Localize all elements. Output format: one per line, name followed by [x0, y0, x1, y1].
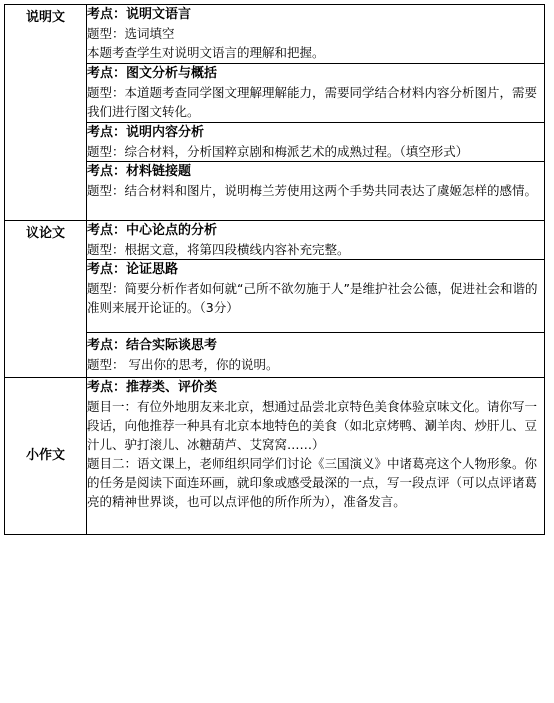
point-cell	[87, 162, 545, 221]
point-title: 考点：结合实际谈思考	[87, 338, 218, 353]
table-row	[5, 5, 545, 64]
point-cell	[87, 221, 545, 260]
point-title: 考点：材料链接题	[87, 164, 192, 179]
category-label: 说明文	[25, 10, 65, 25]
exam-points-table	[4, 4, 545, 535]
point-title: 考点：中心论点的分析	[87, 223, 218, 238]
category-label: 议论文	[25, 226, 65, 241]
point-line: 题目二：语文课上，老师组织同学们讨论《三国演义》中诸葛亮这个人物形象。你的任务是阅读下面连环画，就印象或感受最深的一点，写一段点评（可以点评诸葛亮的精神世界谈，也可以点评他的所作所为），准备发言。	[87, 456, 538, 509]
point-cell	[87, 378, 545, 535]
table-row	[5, 378, 545, 535]
category-cell	[5, 221, 87, 378]
point-title: 考点：图文分析与概括	[87, 66, 218, 81]
point-cell	[87, 333, 545, 378]
point-title: 考点：推荐类、评价类	[87, 380, 218, 395]
point-title: 考点：论证思路	[87, 262, 179, 277]
point-line: 题型：根据文意，将第四段横线内容补充完整。	[87, 242, 350, 257]
point-cell	[87, 64, 545, 123]
point-line: 题型： 写出你的思考，你的说明。	[87, 357, 279, 372]
point-cell	[87, 123, 545, 162]
point-line: 题型：简要分析作者如何就“己所不欲勿施于人”是维护社会公德，促进社会和谐的准则来展开论证的。（3分）	[87, 281, 538, 315]
category-cell	[5, 378, 87, 535]
category-cell	[5, 5, 87, 221]
point-line: 题型：结合材料和图片，说明梅兰芳使用这两个手势共同表达了虞姬怎样的感情。	[87, 183, 538, 198]
table-row	[5, 221, 545, 260]
point-line: 题型：综合材料，分析国粹京剧和梅派艺术的成熟过程。（填空形式）	[87, 144, 469, 159]
point-title: 考点：说明内容分析	[87, 125, 205, 140]
category-label: 小作文	[25, 448, 65, 463]
point-line: 题型：选词填空	[87, 26, 175, 41]
point-title: 考点：说明文语言	[87, 7, 192, 22]
point-line: 题型：本道题考查同学图文理解理解能力，需要同学结合材料内容分析图片，需要我们进行图文转化。	[87, 85, 538, 119]
point-line: 本题考查学生对说明文语言的理解和把握。	[87, 45, 325, 60]
point-cell	[87, 5, 545, 64]
point-line: 题目一：有位外地朋友来北京，想通过品尝北京特色美食体验京味文化。请你写一段话，向他推荐一种具有北京本地特色的美食（如北京烤鸭、涮羊肉、炒肝儿、豆汁儿、驴打滚儿、冰糖葫芦、艾窝窝……）	[87, 399, 538, 452]
point-cell	[87, 260, 545, 333]
